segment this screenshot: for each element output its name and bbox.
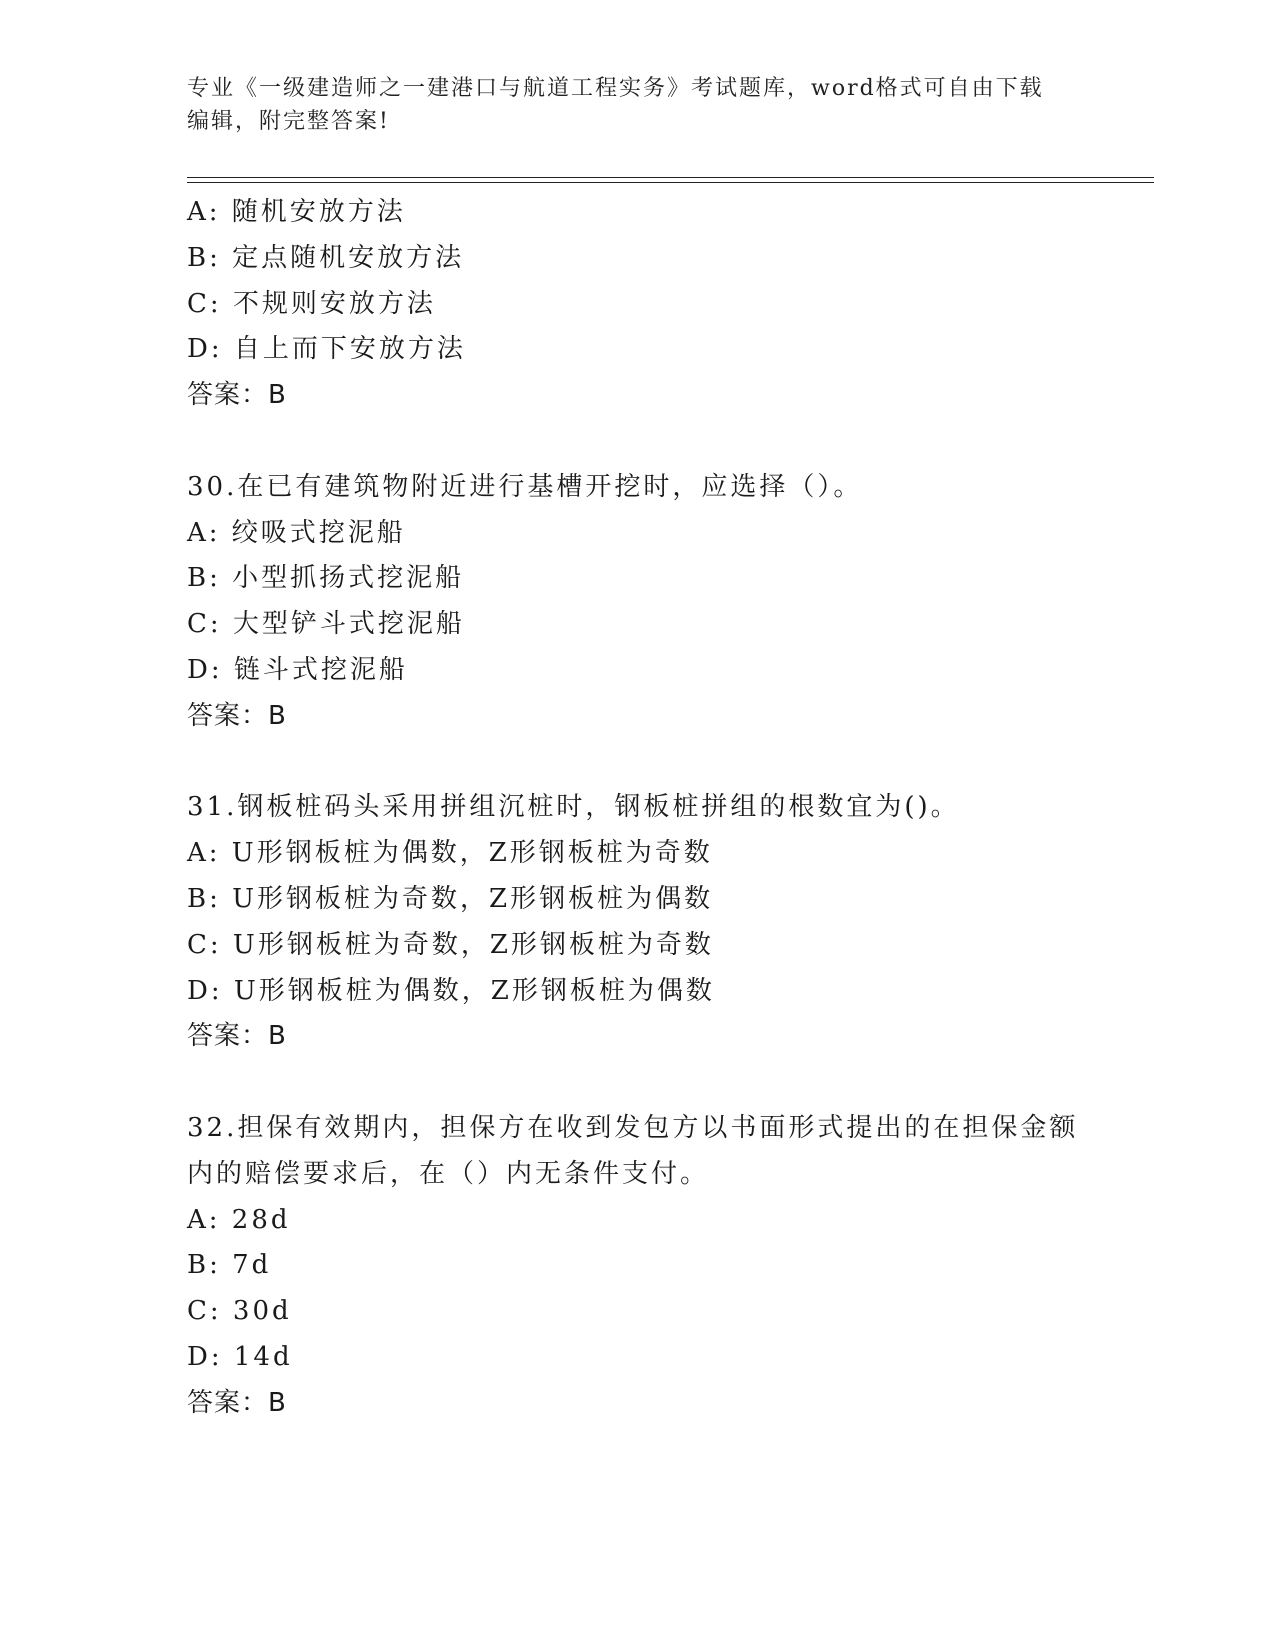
q29-option-b: B: 定点随机安放方法 [187, 242, 465, 273]
question-32-block [187, 1106, 1087, 1427]
q30-option-a: A: 绞吸式挖泥船 [187, 517, 406, 548]
q30-option-c: C: 大型铲斗式挖泥船 [187, 609, 465, 640]
q29-option-c: C: 不规则安放方法 [187, 288, 436, 319]
spacer [187, 1060, 1087, 1106]
question-list [187, 190, 1087, 1427]
question-31-block [187, 785, 1087, 1060]
q31-answer: 答案：B [187, 1021, 287, 1052]
spacer [187, 419, 1087, 465]
q32-question-line-1: 32.担保有效期内，担保方在收到发包方以书面形式提出的在担保金额 [187, 1112, 1079, 1143]
header-divider-bottom [187, 182, 1154, 183]
q32-option-b: B: 7d [187, 1250, 272, 1281]
q31-option-c: C: U形钢板桩为奇数，Z形钢板桩为奇数 [187, 929, 714, 960]
header-line-2: 编辑，附完整答案! [187, 109, 390, 134]
header-divider-top [187, 177, 1154, 178]
document-header [187, 72, 1087, 138]
q29-answer: 答案：B [187, 380, 287, 411]
q29-option-d: D: 自上而下安放方法 [187, 334, 466, 365]
q29-option-a: A: 随机安放方法 [187, 197, 406, 227]
header-line-1: 专业《一级建造师之一建港口与航道工程实务》考试题库，word格式可自由下载 [187, 76, 1044, 101]
q30-answer: 答案：B [187, 700, 287, 731]
q30-option-d: D: 链斗式挖泥船 [187, 654, 408, 685]
q30-question: 30.在已有建筑物附近进行基槽开挖时，应选择（）。 [187, 471, 863, 502]
q31-question: 31.钢板桩码头采用拼组沉桩时，钢板桩拼组的根数宜为()。 [187, 792, 960, 823]
q30-option-b: B: 小型抓扬式挖泥船 [187, 563, 465, 594]
question-30-block [187, 465, 1087, 740]
q31-option-d: D: U形钢板桩为偶数，Z形钢板桩为偶数 [187, 975, 715, 1006]
q32-option-a: A: 28d [187, 1204, 291, 1235]
question-29-block [187, 190, 1087, 419]
q31-option-b: B: U形钢板桩为奇数，Z形钢板桩为偶数 [187, 883, 714, 914]
q31-option-a: A: U形钢板桩为偶数，Z形钢板桩为奇数 [187, 838, 713, 869]
q32-answer: 答案：B [187, 1387, 287, 1418]
q32-option-c: C: 30d [187, 1296, 292, 1327]
spacer [187, 740, 1087, 786]
q32-option-d: D: 14d [187, 1341, 293, 1372]
q32-question-line-2: 内的赔偿要求后，在（）内无条件支付。 [187, 1158, 710, 1189]
